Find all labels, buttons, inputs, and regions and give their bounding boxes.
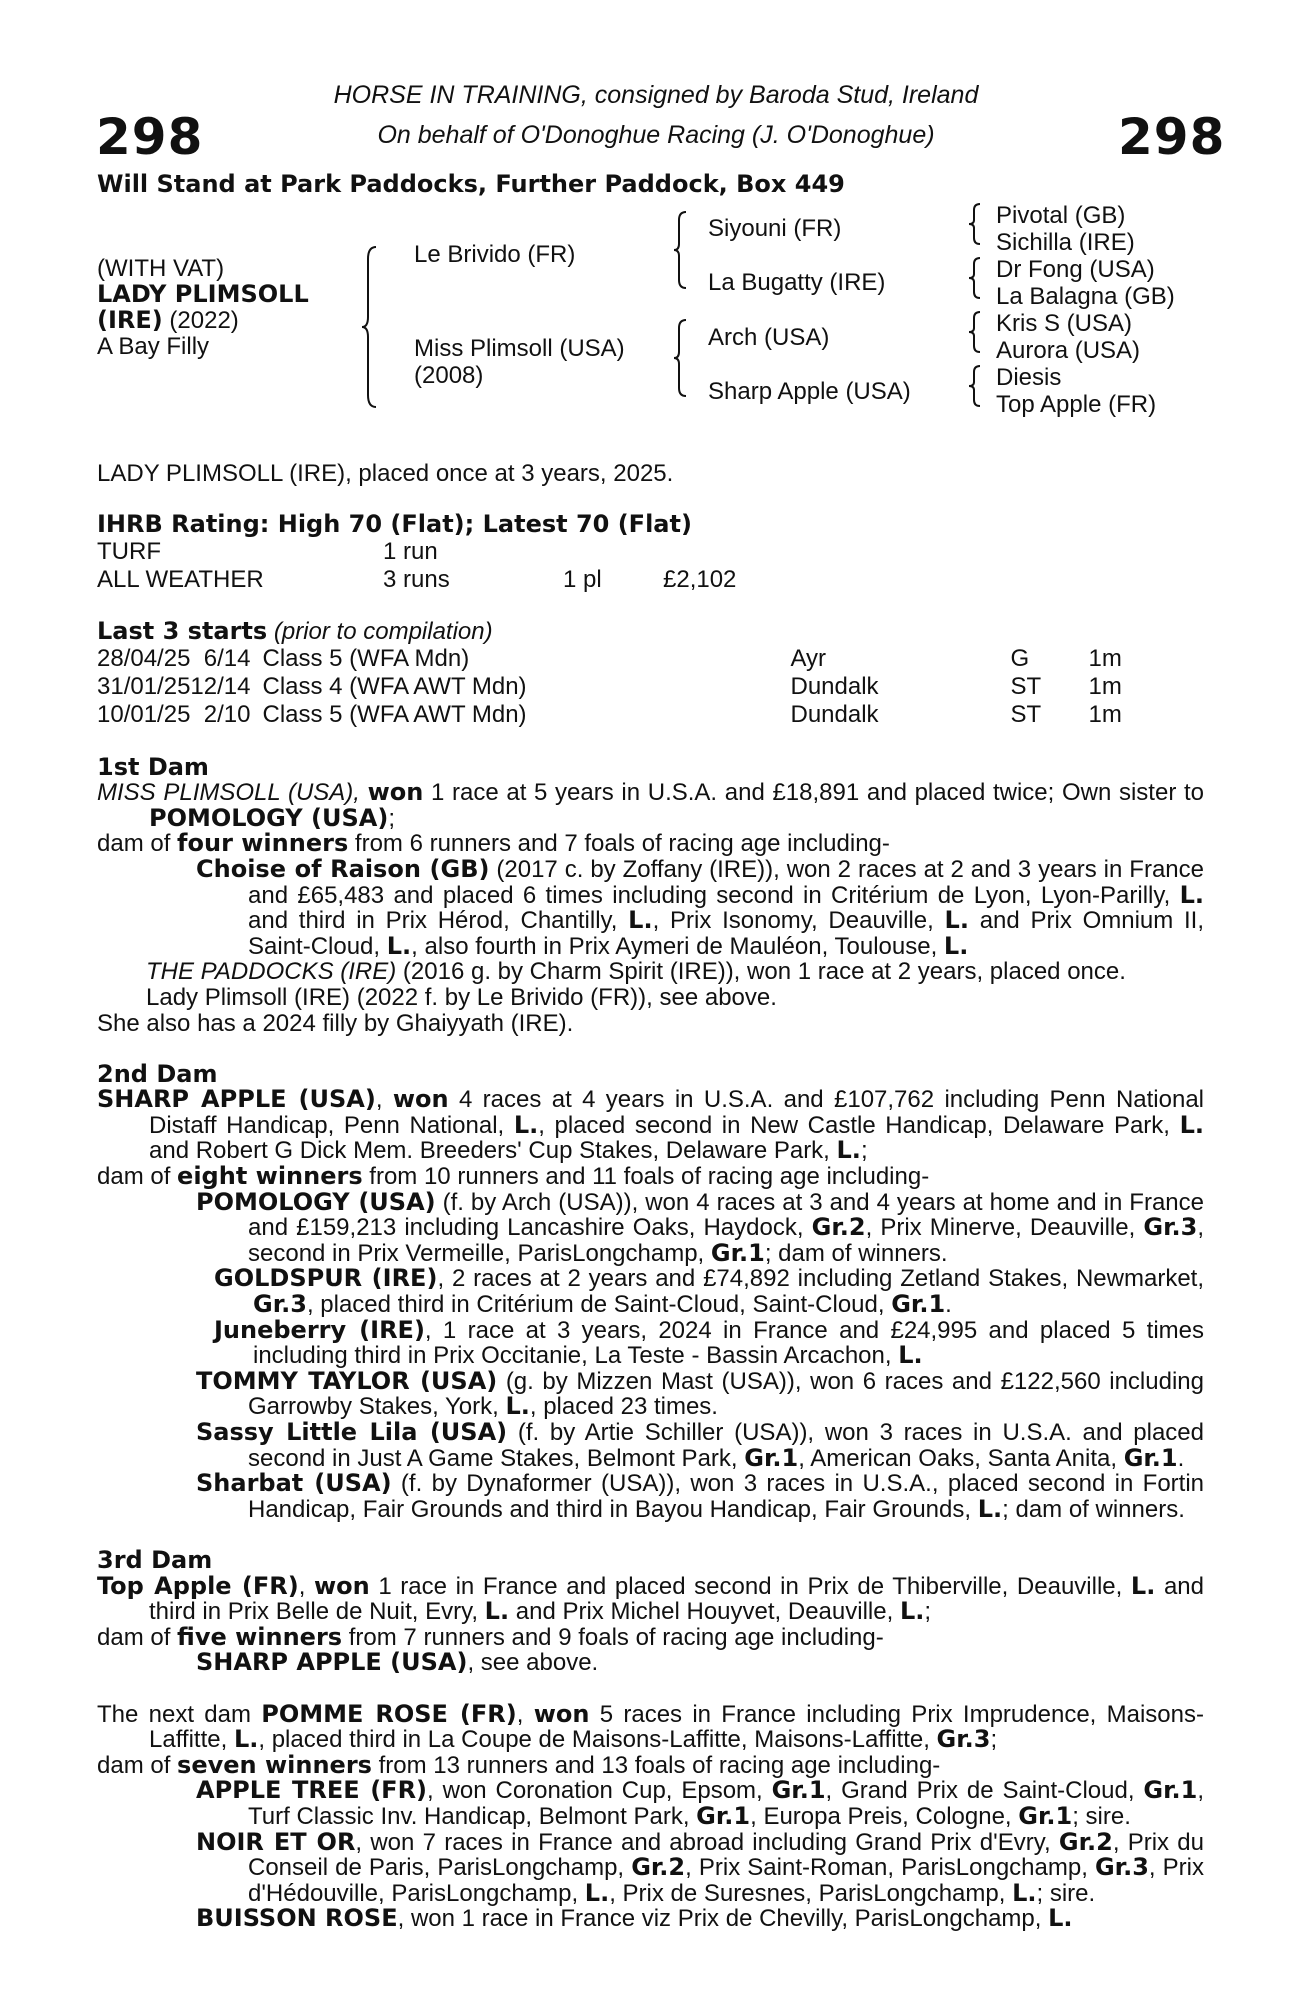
dam2-produce-item: [97, 1366, 1204, 1421]
text-segment: , placed third in La Coupe de Maisons-Laffitte, Maisons-Laffitte,: [258, 1726, 937, 1754]
dam4-produce-item: [97, 1827, 1205, 1907]
start-row: [97, 701, 1148, 729]
text-segment: seven winners: [177, 1750, 372, 1779]
text-segment: L.: [977, 1494, 1003, 1523]
text-segment: L.: [513, 1110, 539, 1139]
text-segment: (2016 g. by Charm Spirit (IRE)), won 1 race at 2 years, placed once.: [396, 958, 1126, 986]
start-pos: 2/10: [203, 700, 251, 728]
on-behalf-line: On behalf of O'Donoghue Racing (J. O'Donoghue): [377, 121, 935, 149]
text-segment: Gr.1: [696, 1801, 751, 1830]
rating-earnings: [663, 538, 783, 566]
text-segment: ;: [860, 1137, 868, 1165]
text-segment: eight winners: [177, 1162, 363, 1191]
text-segment: ;: [924, 1598, 932, 1626]
race-summary: LADY PLIMSOLL (IRE), placed once at 3 years, 2025.: [97, 460, 674, 487]
text-segment: , also fourth in Prix Aymeri de Mauléon, Toulouse,: [411, 932, 944, 960]
start-race: Class 5 (WFA AWT Mdn): [262, 700, 527, 728]
start-date: 10/01/25: [97, 700, 191, 728]
consignor-line: HORSE IN TRAINING, consigned by Baroda Stud, Ireland: [333, 81, 979, 109]
pedigree-sire: Le Brivido (FR): [414, 241, 576, 268]
text-segment: won: [392, 1085, 449, 1114]
text-segment: L.: [1048, 1904, 1073, 1933]
start-row: [97, 673, 1148, 701]
start-going: G: [1010, 644, 1030, 672]
dam4-produce-summary: [97, 1750, 1204, 1779]
text-segment: , placed second in New Castle Handicap, Delaware Park,: [538, 1111, 1180, 1139]
rating-row: [97, 538, 783, 566]
dam2-produce-item: [97, 1187, 1204, 1267]
text-segment: .: [1177, 1444, 1185, 1472]
text-segment: Choise of Raison (GB): [196, 854, 490, 883]
pedigree-sd: La Bugatty (IRE): [708, 269, 886, 296]
text-segment: four winners: [177, 829, 349, 858]
start-race: Class 4 (WFA AWT Mdn): [262, 672, 527, 700]
dam1-produce-item: [97, 985, 1204, 1011]
text-segment: , Prix d'Hédouville, ParisLongchamp,: [248, 1854, 1204, 1907]
pedigree-dsd: Aurora (USA): [996, 337, 1141, 364]
text-segment: , 2 races at 2 years and £74,892 including Zetland Stakes, Newmarket,: [437, 1265, 1205, 1293]
pedigree-brace-dam: [672, 318, 694, 400]
dam1-produce-summary: [97, 831, 1204, 857]
text-segment: L.: [484, 1597, 510, 1626]
text-segment: Top Apple (FR): [97, 1571, 299, 1600]
start-going: ST: [1010, 700, 1042, 728]
text-segment: ; sire.: [1036, 1879, 1096, 1907]
text-segment: from 7 runners and 9 foals of racing age including-: [342, 1623, 884, 1651]
text-segment: L.: [1179, 880, 1204, 909]
text-segment: (f. by Dynaformer (USA)), won 3 races in U.S.A., placed second in Fortin Handicap, Fair Grounds and third in Bayou Handicap, Fair Grounds,: [248, 1470, 1205, 1523]
rating-row: [97, 566, 783, 594]
start-date: 31/01/25: [97, 672, 191, 700]
lot-number-right: 298: [1118, 108, 1226, 166]
text-segment: Lady Plimsoll (IRE) (2022 f. by Le Brivido (FR)), see above.: [146, 983, 777, 1011]
text-segment: L.: [944, 906, 969, 935]
dam4-produce-item: [97, 1778, 1204, 1829]
text-segment: , won 1 race in France viz Prix de Chevilly, ParisLongchamp,: [397, 1905, 1049, 1933]
text-segment: from 10 runners and 11 foals of racing age including-: [362, 1163, 930, 1191]
text-segment: , see above.: [467, 1649, 599, 1677]
text-segment: , won Coronation Cup, Epsom,: [427, 1777, 772, 1805]
text-segment: , Prix Saint-Roman, ParisLongchamp,: [685, 1854, 1095, 1882]
text-segment: won: [533, 1699, 590, 1728]
text-segment: POMOLOGY (USA): [149, 803, 389, 832]
text-segment: L.: [584, 1878, 610, 1907]
text-segment: Gr.1: [891, 1290, 946, 1319]
pedigree-brace-sire: [672, 210, 694, 292]
text-segment: 5 races in France including Prix Imprudence, Maisons-Laffitte,: [149, 1700, 1204, 1754]
text-segment: SHARP APPLE (USA): [196, 1648, 468, 1677]
text-segment: won: [367, 778, 424, 807]
dam4-record: [97, 1699, 1204, 1754]
dam2-grandproduce-item: [97, 1266, 1204, 1317]
text-segment: and Robert G Dick Mem. Breeders' Cup Stakes, Delaware Park,: [149, 1137, 837, 1165]
text-segment: L.: [836, 1136, 861, 1165]
text-segment: (f. by Arch (USA)), won 4 races at 3 and 4 years at home and in France and £159,213 including Lancashire Oaks, Haydock,: [248, 1188, 1204, 1242]
text-segment: She also has a 2024 filly by Ghaiyyath (IRE).: [97, 1009, 574, 1037]
pedigree-ddd: Top Apple (FR): [996, 391, 1157, 418]
start-date: 28/04/25: [97, 644, 191, 672]
text-segment: L.: [1179, 1110, 1204, 1139]
last-starts-table: [97, 645, 1148, 729]
text-segment: won: [313, 1571, 370, 1600]
dam3-heading: 3rd Dam: [97, 1545, 213, 1574]
text-segment: , Prix du Conseil de Paris, ParisLongchamp,: [248, 1828, 1205, 1882]
text-segment: (f. by Artie Schiller (USA)), won 3 races in U.S.A. and placed second in Just A Game Stakes, Belmont Park,: [248, 1419, 1204, 1472]
text-segment: POMOLOGY (USA): [196, 1187, 436, 1216]
text-segment: L.: [505, 1392, 530, 1421]
text-segment: 4 races at 4 years in U.S.A. and £107,762 including Penn National Distaff Handicap, Penn National,: [149, 1086, 1205, 1139]
text-segment: Gr.1: [771, 1776, 826, 1805]
catalogue-body: [97, 461, 1204, 1932]
text-segment: dam of: [97, 1623, 178, 1651]
pedigree-dd: Sharp Apple (USA): [708, 378, 911, 405]
start-course: Ayr: [790, 644, 827, 672]
text-segment: POMME ROSE (FR): [261, 1699, 517, 1728]
text-segment: five winners: [177, 1622, 343, 1651]
horse-origin-year: [97, 308, 239, 334]
text-segment: Gr.1: [1143, 1776, 1198, 1805]
text-segment: ; sire.: [1072, 1802, 1131, 1830]
start-dist: 1m: [1088, 644, 1122, 672]
text-segment: ,: [375, 1086, 393, 1114]
text-segment: (2017 c. by Zoffany (IRE)), won 2 races at 2 and 3 years in France and £65,483 and placed 6 times including second in Critérium de Lyon, Lyon-Parilly,: [248, 855, 1204, 909]
text-segment: L.: [899, 1597, 925, 1626]
pedigree-braces-outer: [966, 200, 986, 420]
text-segment: TOMMY TAYLOR (USA): [196, 1366, 498, 1395]
pedigree-dam: Miss Plimsoll (USA): [414, 335, 625, 362]
text-segment: ;: [388, 804, 395, 832]
start-dist: 1m: [1088, 672, 1122, 700]
text-segment: , Prix Isonomy, Deauville,: [652, 907, 945, 935]
text-segment: from 6 runners and 7 foals of racing age including-: [348, 830, 890, 858]
dam3-produce-summary: [97, 1622, 1204, 1651]
text-segment: NOIR ET OR: [196, 1827, 356, 1856]
start-race: Class 5 (WFA Mdn): [262, 644, 470, 672]
text-segment: Gr.3: [253, 1290, 307, 1319]
text-segment: Gr.1: [1123, 1443, 1178, 1472]
text-segment: , 1 race at 3 years, 2024 in France and £24,995 and placed 5 times including third in Prix Occitanie, La Teste - Bassin Arcachon,: [253, 1316, 1205, 1370]
rating-runs: 1 run: [383, 537, 438, 565]
horse-name: LADY PLIMSOLL: [97, 280, 309, 308]
horse-year: (2022): [169, 307, 239, 334]
rating-placed: 1 pl: [563, 565, 602, 593]
pedigree-sdd: La Balagna (GB): [996, 283, 1175, 310]
text-segment: dam of: [97, 1163, 178, 1191]
text-segment: , won 7 races in France and abroad including Grand Prix d'Evry,: [355, 1828, 1059, 1856]
rating-surface: ALL WEATHER: [97, 565, 264, 593]
text-segment: L.: [233, 1725, 259, 1754]
pedigree-ds: Arch (USA): [708, 324, 830, 351]
rating-table: [97, 538, 783, 594]
text-segment: and Prix Michel Houyvet, Deauville,: [509, 1598, 900, 1626]
text-segment: , Prix Minerve, Deauville,: [865, 1214, 1144, 1242]
dam1-produce-item: [97, 959, 1204, 985]
text-segment: THE PADDOCKS (IRE): [146, 958, 397, 986]
text-segment: SHARP APPLE (USA): [97, 1085, 376, 1114]
rating-runs: 3 runs: [383, 565, 450, 593]
last-starts-title: Last 3 starts: [97, 617, 268, 646]
dam1-produce-item: [97, 854, 1204, 960]
text-segment: ,: [298, 1572, 314, 1600]
text-segment: MISS PLIMSOLL (USA),: [97, 779, 368, 807]
start-course: Dundalk: [790, 700, 879, 728]
text-segment: Gr.2: [1058, 1827, 1113, 1856]
text-segment: Gr.1: [710, 1238, 765, 1267]
start-pos: 6/14: [203, 644, 251, 672]
text-segment: and third in Prix Hérod, Chantilly,: [248, 907, 629, 935]
text-segment: 1 race in France and placed second in Prix de Thiberville, Deauville,: [369, 1572, 1131, 1600]
text-segment: Sassy Little Lila (USA): [196, 1418, 508, 1446]
text-segment: ;: [990, 1726, 998, 1754]
text-segment: Gr.3: [1143, 1213, 1198, 1242]
text-segment: Sharbat (USA): [196, 1469, 392, 1498]
text-segment: , placed third in Critérium de Saint-Cloud, Saint-Cloud,: [306, 1291, 892, 1319]
text-segment: from 13 runners and 13 foals of racing age including-: [371, 1751, 941, 1779]
text-segment: Gr.2: [631, 1853, 686, 1882]
text-segment: 1 race at 5 years in U.S.A. and £18,891 and placed twice; Own sister to: [423, 779, 1204, 807]
dam4-produce-item: [97, 1906, 1204, 1932]
start-pos: 12/14: [190, 672, 251, 700]
start-going: ST: [1010, 672, 1042, 700]
pedigree-sss: Pivotal (GB): [996, 202, 1126, 229]
text-segment: Gr.2: [811, 1213, 866, 1242]
text-segment: dam of: [97, 1751, 178, 1779]
pedigree-dam-year: (2008): [414, 362, 484, 389]
text-segment: , Europa Preis, Cologne,: [750, 1802, 1019, 1830]
text-segment: The next dam: [97, 1700, 262, 1728]
text-segment: L.: [898, 1341, 923, 1370]
pedigree-ss: Siyouni (FR): [708, 215, 842, 242]
text-segment: dam of: [97, 830, 178, 858]
pedigree-sds: Dr Fong (USA): [996, 256, 1155, 283]
text-segment: ; dam of winners.: [764, 1239, 948, 1267]
text-segment: , Turf Classic Inv. Handicap, Belmont Park,: [248, 1777, 1204, 1830]
text-segment: Gr.3: [936, 1725, 991, 1754]
dam2-record: [97, 1087, 1204, 1164]
stand-location: Will Stand at Park Paddocks, Further Paddock, Box 449: [97, 170, 845, 198]
last-starts-note: (prior to compilation): [273, 618, 493, 646]
pedigree-ssd: Sichilla (IRE): [996, 229, 1135, 256]
pedigree-dss: Kris S (USA): [996, 310, 1133, 337]
text-segment: BUISSON ROSE: [196, 1904, 398, 1933]
text-segment: L.: [943, 931, 969, 960]
horse-description: A Bay Filly: [97, 333, 210, 360]
start-dist: 1m: [1088, 700, 1122, 728]
rating-title: IHRB Rating: High 70 (Flat); Latest 70 (Flat): [97, 510, 692, 539]
lot-number-left: 298: [96, 108, 204, 166]
text-segment: GOLDSPUR (IRE): [214, 1264, 438, 1293]
text-segment: and Prix Omnium II, Saint-Cloud,: [248, 907, 1204, 960]
rating-earnings: £2,102: [663, 565, 737, 593]
pedigree-dds: Diesis: [996, 364, 1062, 391]
text-segment: , Prix de Suresnes, ParisLongchamp,: [609, 1879, 1013, 1907]
dam1-heading: 1st Dam: [97, 752, 209, 781]
text-segment: L.: [628, 906, 653, 935]
vat-label: (WITH VAT): [97, 255, 225, 282]
text-segment: ,: [516, 1700, 534, 1728]
text-segment: Gr.1: [1018, 1801, 1073, 1830]
text-segment: , second in Prix Vermeille, ParisLongchamp,: [248, 1214, 1204, 1267]
text-segment: APPLE TREE (FR): [196, 1776, 428, 1805]
dam2-produce-summary: [97, 1164, 1204, 1190]
text-segment: and third in Prix Belle de Nuit, Evry,: [149, 1572, 1204, 1626]
text-segment: Gr.1: [744, 1443, 799, 1472]
dam3-produce-item: [97, 1650, 1204, 1676]
start-row: [97, 645, 1148, 673]
text-segment: Gr.3: [1094, 1853, 1149, 1882]
text-segment: Juneberry (IRE): [214, 1315, 425, 1344]
text-segment: L.: [386, 931, 412, 960]
dam1-note: [97, 1011, 1204, 1037]
text-segment: , Grand Prix de Saint-Cloud,: [825, 1777, 1144, 1805]
text-segment: .: [945, 1291, 952, 1319]
text-segment: L.: [1012, 1878, 1037, 1907]
horse-country: (IRE): [97, 306, 163, 334]
text-segment: , placed 23 times.: [529, 1393, 718, 1421]
start-course: Dundalk: [790, 672, 879, 700]
rating-surface: TURF: [97, 537, 161, 565]
text-segment: (g. by Mizzen Mast (USA)), won 6 races and £122,560 including Garrowby Stakes, York,: [248, 1367, 1204, 1421]
text-segment: , American Oaks, Santa Anita,: [798, 1444, 1124, 1472]
pedigree-brace-main: [360, 245, 390, 410]
dam2-grandproduce-item: [97, 1315, 1205, 1370]
dam2-produce-item: [97, 1471, 1204, 1522]
dam3-record: [97, 1571, 1204, 1626]
dam1-record: [97, 780, 1204, 831]
text-segment: ; dam of winners.: [1002, 1495, 1185, 1523]
last-starts-heading: [97, 619, 1204, 645]
dam2-heading: 2nd Dam: [97, 1059, 218, 1088]
dam2-produce-item: [97, 1420, 1204, 1471]
rating-placed: [563, 538, 663, 566]
text-segment: L.: [1130, 1571, 1156, 1600]
